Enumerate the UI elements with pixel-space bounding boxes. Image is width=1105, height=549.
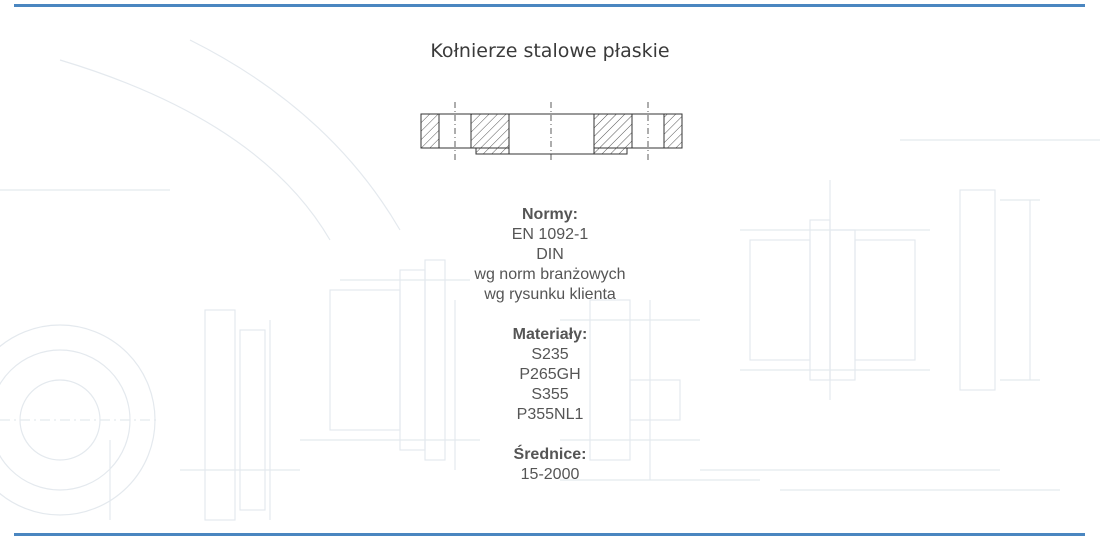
- spec-heading: Normy:: [521, 206, 578, 223]
- spec-item: DIN: [536, 246, 564, 263]
- page-title: Kołnierze stalowe płaskie: [430, 40, 670, 62]
- spec-item: EN 1092-1: [511, 226, 589, 243]
- spec-group-materialy: [0, 325, 1100, 425]
- bottom-accent-rule: [14, 533, 1085, 536]
- spec-heading: Materiały:: [512, 326, 588, 343]
- spec-group-normy: [0, 205, 1100, 305]
- flange-cross-section-icon: [418, 100, 688, 162]
- spec-item: 15-2000: [520, 466, 580, 483]
- spec-item: S235: [531, 346, 569, 363]
- spec-item: wg rysunku klienta: [484, 286, 616, 303]
- spec-group-srednice: [0, 445, 1100, 485]
- spec-item: S355: [531, 386, 569, 403]
- spec-heading: Średnice:: [513, 446, 587, 463]
- spec-item: P355NL1: [516, 406, 584, 423]
- spec-item: P265GH: [519, 366, 581, 383]
- spec-item: wg norm branżowych: [474, 266, 626, 283]
- specifications: [0, 205, 1100, 505]
- top-accent-rule: [14, 4, 1085, 7]
